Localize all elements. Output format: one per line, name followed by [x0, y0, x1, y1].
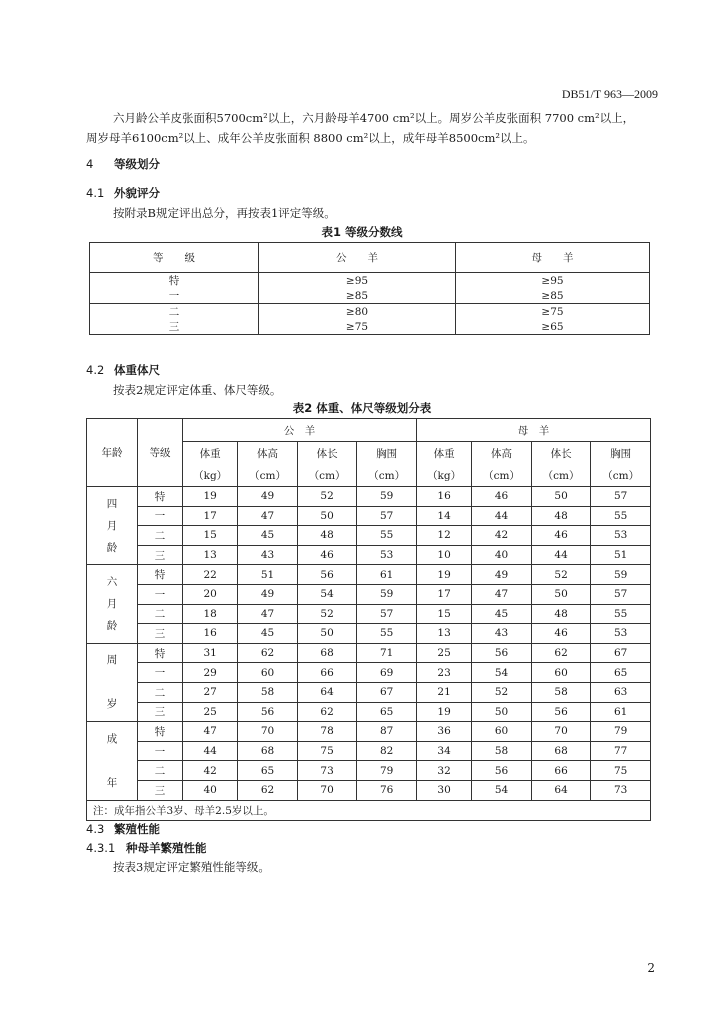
grade-cell: 二	[90, 304, 259, 320]
section-title: 体重体尺	[114, 363, 160, 377]
male-score-cell: ≥85	[259, 288, 456, 304]
unit-header: （cm）	[357, 464, 417, 487]
value-cell: 40	[472, 545, 532, 565]
grade-cell: 三	[138, 780, 183, 800]
value-cell: 57	[357, 604, 417, 624]
value-cell: 60	[472, 722, 532, 742]
female-score-cell: ≥95	[456, 273, 650, 289]
value-cell: 58	[531, 682, 591, 702]
value-cell: 62	[238, 643, 298, 663]
value-cell: 34	[416, 741, 471, 761]
value-cell: 47	[238, 604, 298, 624]
value-cell: 60	[531, 663, 591, 683]
value-cell: 53	[357, 545, 417, 565]
age-char	[87, 750, 137, 772]
age-cell	[87, 722, 138, 800]
value-cell: 46	[531, 624, 591, 644]
value-cell: 31	[183, 643, 238, 663]
section-title: 繁殖性能	[114, 822, 160, 836]
value-cell: 25	[183, 702, 238, 722]
intro-line-2: 周岁母羊6100cm²以上、成年公羊皮张面积 8800 cm²以上，成年母羊8500cm²以上。	[86, 131, 535, 145]
age-char: 月	[106, 598, 118, 611]
table-row	[87, 526, 651, 546]
grade-cell: 特	[138, 487, 183, 507]
value-cell: 50	[531, 487, 591, 507]
section-4-1-heading	[86, 185, 160, 201]
value-cell: 55	[357, 526, 417, 546]
value-cell: 43	[238, 545, 298, 565]
value-cell: 25	[416, 643, 471, 663]
table-1-caption: 表1 等级分数线	[321, 225, 403, 239]
value-cell: 44	[472, 506, 532, 526]
grade-cell: 二	[138, 761, 183, 781]
section-title: 等级划分	[114, 157, 160, 171]
section-4-3-heading	[86, 821, 160, 837]
value-cell: 14	[416, 506, 471, 526]
value-cell: 48	[531, 506, 591, 526]
grade-cell: 特	[138, 722, 183, 742]
value-cell: 71	[357, 643, 417, 663]
value-cell: 47	[238, 506, 298, 526]
value-cell: 57	[357, 506, 417, 526]
table-row	[87, 487, 651, 507]
value-cell: 52	[297, 487, 357, 507]
value-cell: 13	[416, 624, 471, 644]
grade-cell: 一	[138, 584, 183, 604]
document-code: DB51/T 963—2009	[561, 87, 658, 101]
measure-header: 体高	[472, 442, 532, 465]
value-cell: 49	[238, 584, 298, 604]
value-cell: 21	[416, 682, 471, 702]
value-cell: 76	[357, 780, 417, 800]
table-row	[87, 643, 651, 663]
value-cell: 59	[357, 584, 417, 604]
value-cell: 45	[472, 604, 532, 624]
table-row	[87, 761, 651, 781]
table-note: 注：成年指公羊3岁、母羊2.5岁以上。	[87, 800, 651, 820]
grade-cell: 三	[138, 624, 183, 644]
value-cell: 65	[357, 702, 417, 722]
value-cell: 15	[183, 526, 238, 546]
section-4-3-1-text: 按表3规定评定繁殖性能等级。	[113, 860, 270, 874]
female-score-cell: ≥65	[456, 319, 650, 335]
unit-header: （kg）	[183, 464, 238, 487]
value-cell: 73	[297, 761, 357, 781]
male-score-cell: ≥95	[259, 273, 456, 289]
value-cell: 32	[416, 761, 471, 781]
value-cell: 29	[183, 663, 238, 683]
value-cell: 42	[183, 761, 238, 781]
female-score-cell: ≥85	[456, 288, 650, 304]
table-2-caption: 表2 体重、体尺等级划分表	[292, 401, 432, 415]
value-cell: 44	[531, 545, 591, 565]
value-cell: 78	[297, 722, 357, 742]
value-cell: 70	[238, 722, 298, 742]
value-cell: 56	[297, 565, 357, 585]
value-cell: 47	[472, 584, 532, 604]
value-cell: 67	[591, 643, 651, 663]
value-cell: 65	[238, 761, 298, 781]
value-cell: 30	[416, 780, 471, 800]
male-score-cell: ≥75	[259, 319, 456, 335]
value-cell: 57	[591, 584, 651, 604]
value-cell: 16	[416, 487, 471, 507]
grade-cell: 一	[138, 741, 183, 761]
value-cell: 54	[297, 584, 357, 604]
value-cell: 47	[183, 722, 238, 742]
value-cell: 45	[238, 624, 298, 644]
measure-header: 体高	[238, 442, 298, 465]
section-4-3-1-heading	[86, 840, 207, 856]
grade-cell: 二	[138, 604, 183, 624]
measure-header: 胸围	[591, 442, 651, 465]
value-cell: 46	[297, 545, 357, 565]
measure-header: 体长	[297, 442, 357, 465]
value-cell: 77	[591, 741, 651, 761]
section-title: 种母羊繁殖性能	[126, 841, 207, 855]
value-cell: 13	[183, 545, 238, 565]
value-cell: 46	[472, 487, 532, 507]
value-cell: 49	[238, 487, 298, 507]
grade-cell: 一	[90, 288, 259, 304]
header-female: 母 羊	[456, 243, 650, 273]
value-cell: 60	[238, 663, 298, 683]
value-cell: 68	[238, 741, 298, 761]
table-row	[90, 273, 650, 289]
value-cell: 63	[591, 682, 651, 702]
value-cell: 52	[531, 565, 591, 585]
header-male-group: 公 羊	[183, 419, 417, 442]
value-cell: 61	[591, 702, 651, 722]
grade-cell: 特	[138, 643, 183, 663]
value-cell: 52	[297, 604, 357, 624]
unit-header: （cm）	[591, 464, 651, 487]
value-cell: 66	[531, 761, 591, 781]
value-cell: 48	[297, 526, 357, 546]
value-cell: 19	[416, 565, 471, 585]
header-age: 年龄	[87, 419, 138, 487]
table-row	[87, 780, 651, 800]
unit-header: （cm）	[238, 464, 298, 487]
section-number: 4.3.1	[86, 841, 116, 855]
value-cell: 23	[416, 663, 471, 683]
value-cell: 69	[357, 663, 417, 683]
grade-cell: 特	[90, 273, 259, 289]
header-grade: 等级	[138, 419, 183, 487]
header-female-group: 母 羊	[416, 419, 650, 442]
value-cell: 62	[297, 702, 357, 722]
age-char: 成	[106, 732, 118, 745]
section-number: 4.2	[86, 363, 105, 377]
section-number: 4.1	[86, 186, 105, 200]
intro-line-1: 六月龄公羊皮张面积5700cm²以上，六月龄母羊4700 cm²以上。周岁公羊皮张面积 7700 cm²以上，	[113, 111, 635, 125]
page-number: 2	[647, 961, 655, 975]
value-cell: 45	[238, 526, 298, 546]
value-cell: 19	[416, 702, 471, 722]
table-row	[87, 682, 651, 702]
value-cell: 64	[531, 780, 591, 800]
age-char: 年	[106, 776, 118, 789]
unit-header: （kg）	[416, 464, 471, 487]
value-cell: 53	[591, 526, 651, 546]
table-row	[90, 304, 650, 320]
value-cell: 62	[531, 643, 591, 663]
age-char: 四	[106, 497, 118, 510]
value-cell: 56	[472, 761, 532, 781]
value-cell: 65	[591, 663, 651, 683]
value-cell: 49	[472, 565, 532, 585]
value-cell: 17	[416, 584, 471, 604]
table-row	[87, 702, 651, 722]
table-row	[87, 663, 651, 683]
value-cell: 64	[297, 682, 357, 702]
grade-cell: 三	[90, 319, 259, 335]
value-cell: 50	[472, 702, 532, 722]
age-cell	[87, 487, 138, 565]
value-cell: 17	[183, 506, 238, 526]
weight-size-table	[86, 418, 651, 821]
value-cell: 54	[472, 663, 532, 683]
unit-header: （cm）	[297, 464, 357, 487]
value-cell: 59	[591, 565, 651, 585]
table-row	[90, 319, 650, 335]
grade-cell: 一	[138, 663, 183, 683]
value-cell: 66	[297, 663, 357, 683]
grade-cell: 三	[138, 545, 183, 565]
value-cell: 44	[183, 741, 238, 761]
value-cell: 68	[531, 741, 591, 761]
value-cell: 50	[531, 584, 591, 604]
female-score-cell: ≥75	[456, 304, 650, 320]
measure-header: 体重	[183, 442, 238, 465]
section-title: 外貌评分	[114, 186, 160, 200]
value-cell: 50	[297, 624, 357, 644]
value-cell: 54	[472, 780, 532, 800]
value-cell: 61	[357, 565, 417, 585]
header-grade: 等 级	[90, 243, 259, 273]
age-char: 六	[106, 576, 118, 589]
table-row	[90, 288, 650, 304]
section-4-2-heading	[86, 362, 160, 378]
value-cell: 55	[357, 624, 417, 644]
table-row	[87, 741, 651, 761]
male-score-cell: ≥80	[259, 304, 456, 320]
value-cell: 22	[183, 565, 238, 585]
age-cell	[87, 565, 138, 643]
value-cell: 50	[297, 506, 357, 526]
unit-header: （cm）	[472, 464, 532, 487]
value-cell: 46	[531, 526, 591, 546]
section-number: 4	[86, 157, 94, 171]
value-cell: 57	[591, 487, 651, 507]
value-cell: 82	[357, 741, 417, 761]
value-cell: 58	[238, 682, 298, 702]
section-4-2-text: 按表2规定评定体重、体尺等级。	[113, 383, 282, 397]
age-cell	[87, 643, 138, 721]
table-row	[87, 722, 651, 742]
age-char: 龄	[106, 541, 118, 554]
measure-header: 体重	[416, 442, 471, 465]
value-cell: 58	[472, 741, 532, 761]
table-row	[87, 584, 651, 604]
value-cell: 59	[357, 487, 417, 507]
measure-header: 体长	[531, 442, 591, 465]
value-cell: 70	[297, 780, 357, 800]
section-number: 4.3	[86, 822, 105, 836]
table-row	[87, 565, 651, 585]
value-cell: 62	[238, 780, 298, 800]
age-char: 龄	[106, 620, 118, 633]
value-cell: 56	[472, 643, 532, 663]
intro-paragraph	[86, 108, 658, 148]
value-cell: 68	[297, 643, 357, 663]
value-cell: 48	[531, 604, 591, 624]
value-cell: 16	[183, 624, 238, 644]
grade-cell: 二	[138, 682, 183, 702]
value-cell: 19	[183, 487, 238, 507]
age-char	[87, 671, 137, 693]
value-cell: 79	[591, 722, 651, 742]
value-cell: 79	[357, 761, 417, 781]
value-cell: 12	[416, 526, 471, 546]
value-cell: 75	[297, 741, 357, 761]
value-cell: 70	[531, 722, 591, 742]
value-cell: 42	[472, 526, 532, 546]
table-row	[87, 545, 651, 565]
value-cell: 20	[183, 584, 238, 604]
value-cell: 15	[416, 604, 471, 624]
value-cell: 56	[238, 702, 298, 722]
value-cell: 43	[472, 624, 532, 644]
value-cell: 73	[591, 780, 651, 800]
measure-header: 胸围	[357, 442, 417, 465]
table-row	[87, 506, 651, 526]
value-cell: 18	[183, 604, 238, 624]
unit-header: （cm）	[531, 464, 591, 487]
value-cell: 75	[591, 761, 651, 781]
age-char: 周	[106, 654, 118, 667]
value-cell: 55	[591, 506, 651, 526]
value-cell: 56	[531, 702, 591, 722]
value-cell: 51	[591, 545, 651, 565]
value-cell: 67	[357, 682, 417, 702]
value-cell: 10	[416, 545, 471, 565]
table-row	[87, 604, 651, 624]
section-4-1-text: 按附录B规定评出总分，再按表1评定等级。	[113, 206, 336, 220]
value-cell: 36	[416, 722, 471, 742]
grade-score-table	[89, 242, 650, 335]
value-cell: 53	[591, 624, 651, 644]
age-char: 岁	[106, 698, 118, 711]
grade-cell: 三	[138, 702, 183, 722]
grade-cell: 二	[138, 526, 183, 546]
table-row	[87, 624, 651, 644]
grade-cell: 特	[138, 565, 183, 585]
value-cell: 40	[183, 780, 238, 800]
value-cell: 87	[357, 722, 417, 742]
section-4-heading	[86, 156, 160, 172]
value-cell: 55	[591, 604, 651, 624]
age-char: 月	[106, 519, 118, 532]
header-male: 公 羊	[259, 243, 456, 273]
grade-cell: 一	[138, 506, 183, 526]
value-cell: 52	[472, 682, 532, 702]
value-cell: 51	[238, 565, 298, 585]
value-cell: 27	[183, 682, 238, 702]
